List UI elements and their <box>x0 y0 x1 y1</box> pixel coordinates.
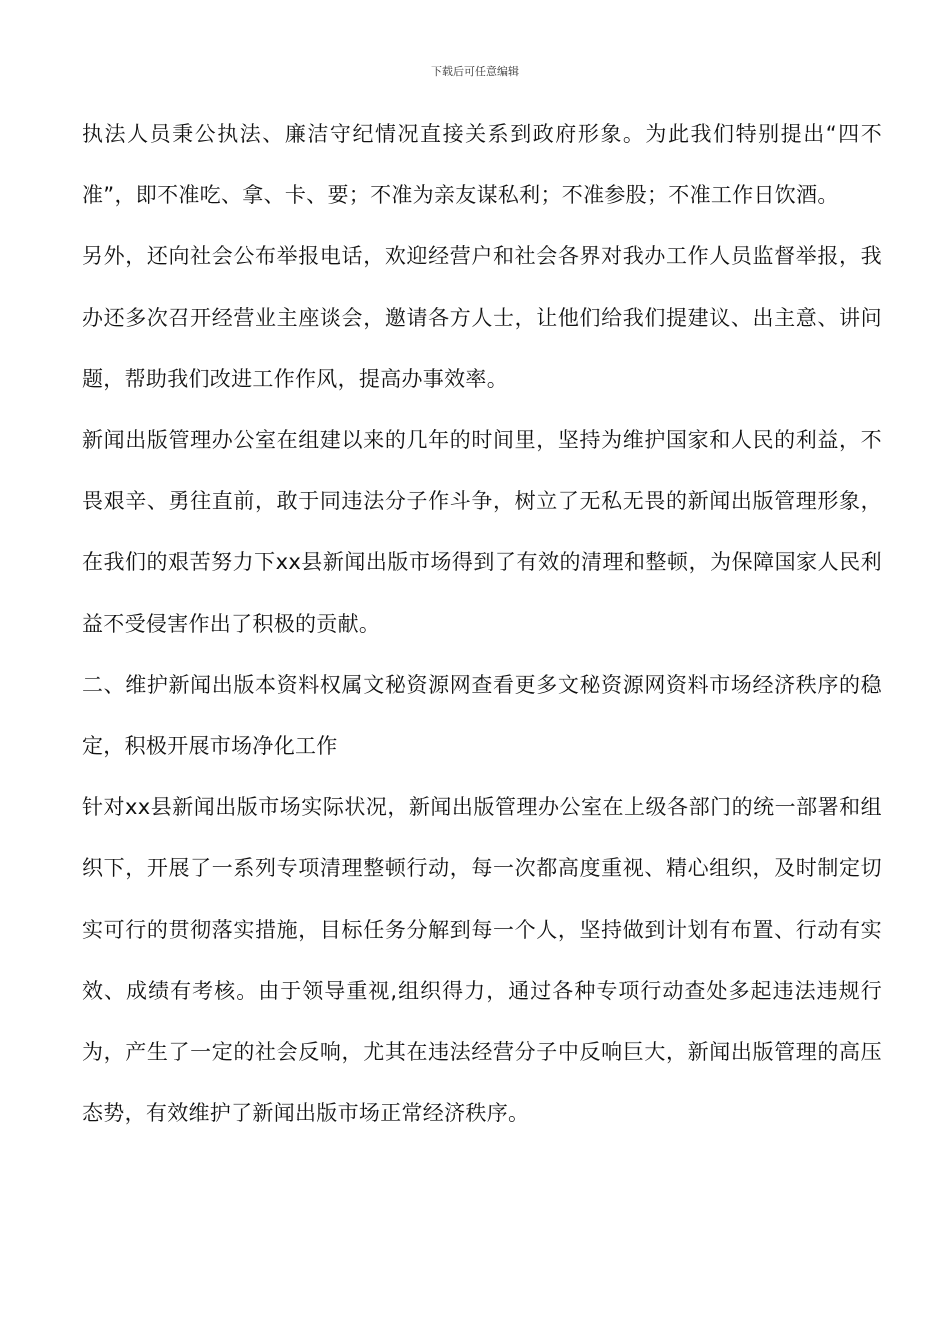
paragraph-public-reporting: 另外，还向社会公布举报电话，欢迎经营户和社会各界对我办工作人员监督举报，我办还多次召开经营业主座谈会，邀请各方人士，让他们给我们提建议、出主意、讲问题，帮助我们改进工作作风，提高办事效率。 <box>82 244 882 391</box>
paragraph-special-campaigns: 针对xx县新闻出版市场实际状况，新闻出版管理办公室在上级各部门的统一部署和组织下，开展了一系列专项清理整顿行动，每一次都高度重视、精心组织，及时制定切实可行的贯彻落实措施，目标任务分解到每一个人，坚持做到计划有布置、行动有实效、成绩有考核。由于领导重视,组织得力，通过各种专项行动查处多起违法违规行为，产生了一定的社会反响，尤其在违法经营分子中反响巨大，新闻出版管理的高压态势，有效维护了新闻出版市场正常经济秩序。 <box>82 795 882 1126</box>
document-body <box>82 104 882 1144</box>
paragraph-four-prohibitions: 执法人员秉公执法、廉洁守纪情况直接关系到政府形象。为此我们特别提出“四不准”，即不准吃、拿、卡、要；不准为亲友谋私利；不准参股；不准工作日饮酒。 <box>82 122 882 208</box>
paragraph-office-achievements: 新闻出版管理办公室在组建以来的几年的时间里，坚持为维护国家和人民的利益，不畏艰辛、勇往直前，敢于同违法分子作斗争，树立了无私无畏的新闻出版管理形象，在我们的艰苦努力下xx县新闻出版市场得到了有效的清理和整顿，为保障国家人民利益不受侵害作出了积极的贡献。 <box>82 428 882 636</box>
page-header: 下载后可任意编辑 <box>431 65 519 78</box>
section-heading-market-order: 二、维护新闻出版本资料权属文秘资源网查看更多文秘资源网资料市场经济秩序的稳定，积极开展市场净化工作 <box>82 672 882 759</box>
